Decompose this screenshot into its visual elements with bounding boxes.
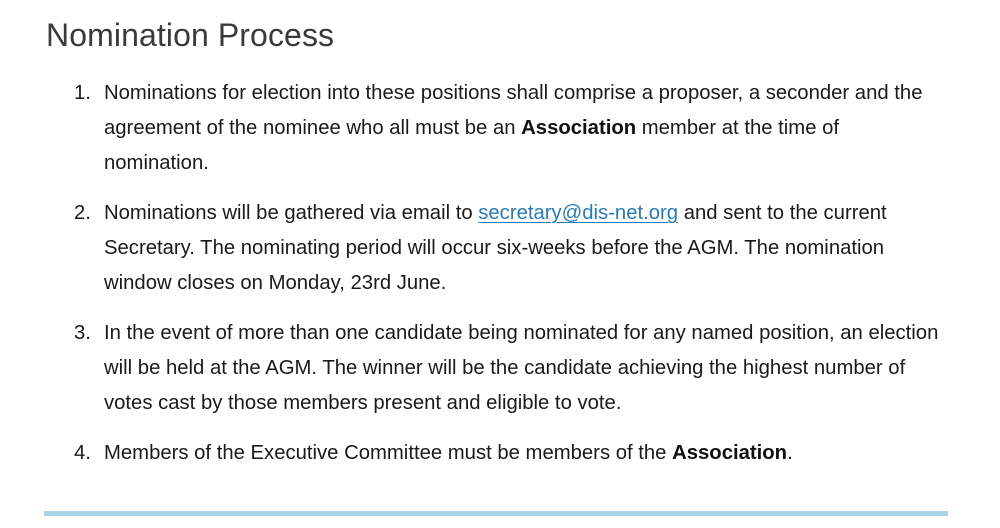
list-item-number: 3. xyxy=(74,322,91,344)
list-item xyxy=(74,76,946,181)
list-item-number: 1. xyxy=(74,82,91,104)
list-item-text-part: Nominations will be gathered via email to xyxy=(104,202,479,224)
secretary-email-link[interactable]: secretary@dis-net.org xyxy=(478,202,679,224)
list-item-number: 4. xyxy=(74,442,91,464)
list-item-text-part: Members of the Executive Committee must be members of the xyxy=(104,442,673,464)
section-title: Nomination Process xyxy=(46,17,335,53)
list-item xyxy=(74,436,946,471)
nomination-rules-list xyxy=(74,76,946,471)
list-item-text-part: . xyxy=(787,442,793,464)
list-item-text xyxy=(104,442,793,464)
emphasis-association: Association xyxy=(672,442,788,464)
section-divider xyxy=(44,511,948,516)
emphasis-association: Association xyxy=(521,117,637,139)
list-item xyxy=(74,196,946,301)
list-item-text-part: Nominations for election into these positions shall comprise a proposer, a seconder and the agreement of the nominee who all must be an xyxy=(104,82,923,139)
list-item xyxy=(74,316,946,421)
list-item-text-part: member at the time of nomination. xyxy=(104,117,840,174)
list-item-text xyxy=(104,82,922,174)
list-item-text-part: In the event of more than one candidate being nominated for any named position, an election will be held at the AGM. The winner will be the candidate achieving the highest number of votes cast by those members present and eligible to vote. xyxy=(104,322,939,414)
list-item-text-part: and sent to the current Secretary. The nominating period will occur six-weeks before the AGM. The nomination window closes on Monday, 23rd June. xyxy=(104,202,887,294)
list-item-number: 2. xyxy=(74,202,91,224)
list-item-text xyxy=(104,202,887,294)
list-item-text xyxy=(104,322,938,414)
